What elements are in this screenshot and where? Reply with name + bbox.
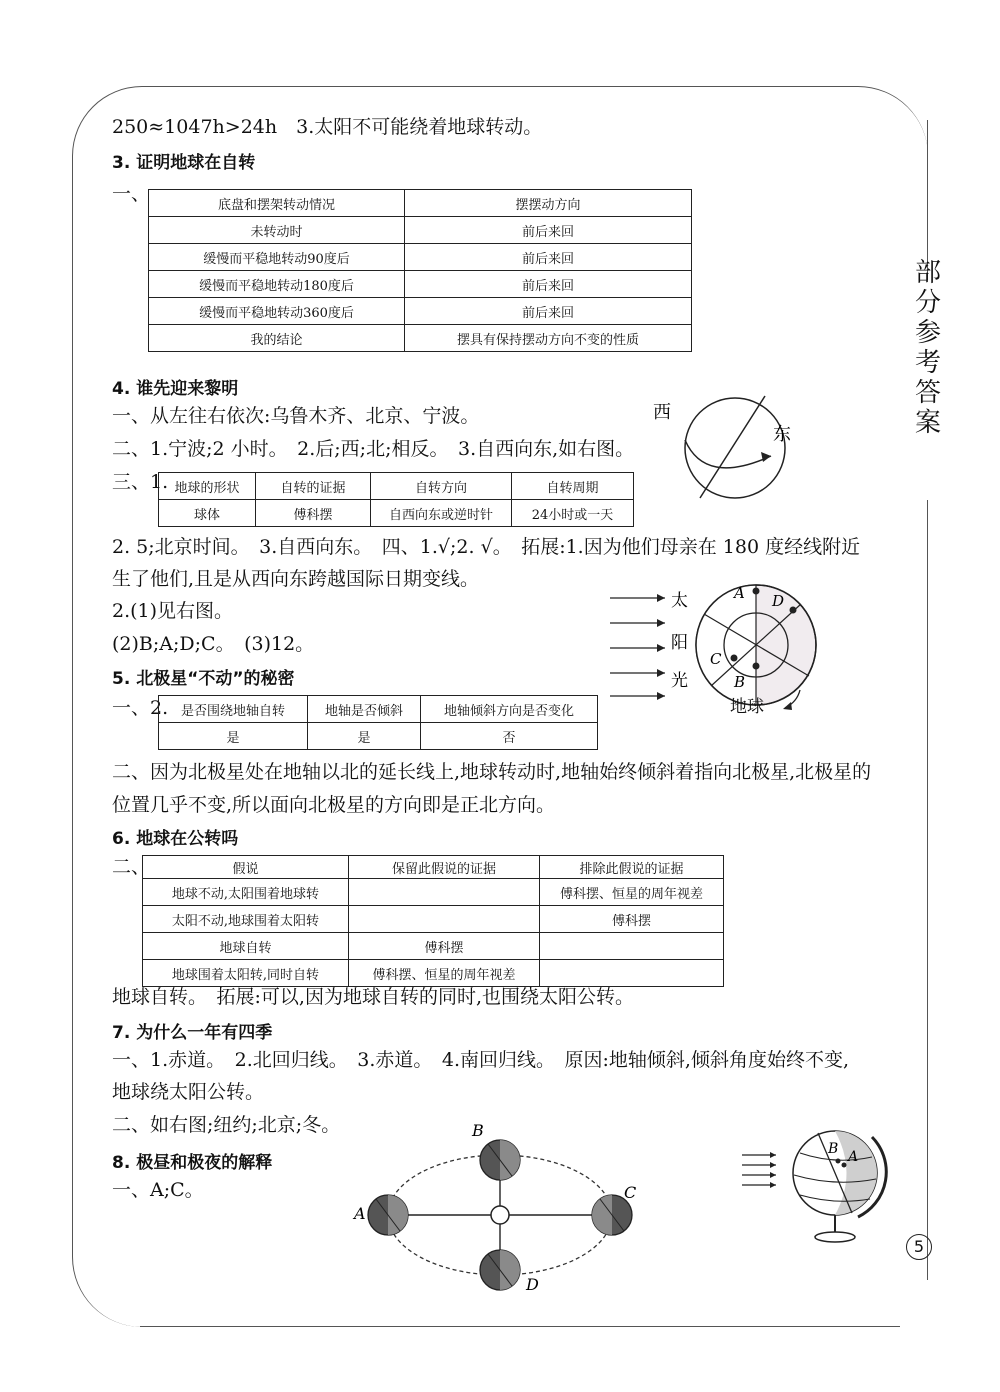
table-header: 自转的证据 xyxy=(256,473,371,500)
sun-ray-head xyxy=(657,669,665,677)
table-cell: 自西向东或逆时针 xyxy=(371,500,512,527)
section-3-title: 3. 证明地球在自转 xyxy=(112,153,256,173)
section-4-line-1: 一、从左往右依次:乌鲁木齐、北京、宁波。 xyxy=(112,405,480,427)
globe-point-a xyxy=(842,1163,847,1168)
section-6-prefix: 二、 xyxy=(112,856,151,878)
globe-point-b xyxy=(836,1159,841,1164)
section-8-line-1: 一、A;C。 xyxy=(112,1179,204,1201)
table-header: 是否围绕地轴自转 xyxy=(159,696,308,723)
section-3-prefix: 一、 xyxy=(112,183,151,205)
orbit-label-b: B xyxy=(472,1121,484,1140)
light-arrow-head xyxy=(770,1182,776,1188)
section-4-line-4: 2. 5;北京时间。 3.自西向东。 四、1.√;2. √。 拓展:1.因为他们母亲在 180 度经线附近 xyxy=(112,536,861,558)
globe-stand-diagram xyxy=(740,1125,900,1250)
table-cell: 地球自转 xyxy=(143,933,349,960)
earth-label: 地球 xyxy=(730,697,764,717)
table-header: 假说 xyxy=(143,856,349,879)
table-cell xyxy=(349,879,540,906)
sun-char: 阳 xyxy=(671,633,688,653)
table-header: 底盘和摆架转动情况 xyxy=(149,190,405,217)
section-7-line-2: 地球绕太阳公转。 xyxy=(112,1081,265,1103)
side-label: 部分参考答案 xyxy=(914,258,941,438)
table-header: 地球的形状 xyxy=(159,473,256,500)
polaris-table xyxy=(158,695,598,750)
table-header: 自转方向 xyxy=(371,473,512,500)
rotation-arrow-head xyxy=(761,452,771,462)
section-6-line-1: 地球自转。 拓展:可以,因为地球自转的同时,也围绕太阳公转。 xyxy=(112,986,634,1008)
table-header: 自转周期 xyxy=(512,473,634,500)
table-cell: 是 xyxy=(308,723,421,750)
table-cell: 太阳不动,地球围着太阳转 xyxy=(143,906,349,933)
section-5-line-2: 位置几乎不变,所以面向北极星的方向即是正北方向。 xyxy=(112,794,556,816)
sun-ray-head xyxy=(657,619,665,627)
sun-ray-head xyxy=(657,594,665,602)
side-divider xyxy=(927,120,928,280)
table-header: 摆摆动方向 xyxy=(405,190,692,217)
table-cell: 球体 xyxy=(159,500,256,527)
rotation-arrow-head xyxy=(783,702,792,710)
hypothesis-table xyxy=(142,855,724,987)
table-cell: 缓慢而平稳地转动360度后 xyxy=(149,298,405,325)
sun-icon xyxy=(491,1206,509,1224)
table-cell xyxy=(540,960,724,987)
point-a xyxy=(753,588,760,595)
sun-char: 光 xyxy=(671,671,688,691)
table-header: 地轴是否倾斜 xyxy=(308,696,421,723)
table-cell xyxy=(540,933,724,960)
table-cell: 傅科摆、恒星的周年视差 xyxy=(349,960,540,987)
table-cell: 否 xyxy=(421,723,598,750)
earth-b xyxy=(480,1140,520,1180)
earth-d xyxy=(480,1250,520,1290)
page-frame-bottom xyxy=(140,1326,900,1327)
table-cell: 傅科摆、恒星的周年视差 xyxy=(540,879,724,906)
table-cell: 傅科摆 xyxy=(540,906,724,933)
section-5-title: 5. 北极星“不动”的秘密 xyxy=(112,669,295,689)
section-4-line-5: 生了他们,且是从西向东跨越国际日期变线。 xyxy=(112,568,480,590)
table-cell: 傅科摆 xyxy=(349,933,540,960)
light-arrow-head xyxy=(770,1172,776,1178)
section-7-line-1: 一、1.赤道。 2.北回归线。 3.赤道。 4.南回归线。 原因:地轴倾斜,倾斜角度始终不变, xyxy=(112,1049,849,1071)
point-c-label: C xyxy=(710,650,722,668)
globe-base xyxy=(815,1232,855,1242)
orbit-label-d: D xyxy=(526,1275,539,1294)
point-d xyxy=(790,607,797,614)
section-7-title: 7. 为什么一年有四季 xyxy=(112,1023,273,1043)
orbit-diagram xyxy=(350,1120,650,1300)
section-5-line-1: 二、因为北极星处在地轴以北的延长线上,地球转动时,地轴始终倾斜着指向北极星,北极星的 xyxy=(112,761,872,783)
sun-char: 太 xyxy=(671,591,688,611)
table-cell: 24小时或一天 xyxy=(512,500,634,527)
table-cell: 地球不动,太阳围着地球转 xyxy=(143,879,349,906)
table-cell: 缓慢而平稳地转动90度后 xyxy=(149,244,405,271)
answer-line-1: 250≈1047h>24h 3.太阳不可能绕着地球转动。 xyxy=(112,116,543,138)
table-cell: 摆具有保持摆动方向不变的性质 xyxy=(405,325,692,352)
table-cell: 前后来回 xyxy=(405,217,692,244)
section-4-line-7: (2)B;A;D;C。 (3)12。 xyxy=(112,633,315,655)
table-cell: 傅科摆 xyxy=(256,500,371,527)
table-header: 排除此假说的证据 xyxy=(540,856,724,879)
east-label: 东 xyxy=(773,424,791,445)
table-cell: 地球围着太阳转,同时自转 xyxy=(143,960,349,987)
table-cell: 前后来回 xyxy=(405,271,692,298)
section-4-line-3-prefix: 三、1. xyxy=(112,471,169,493)
orbit-label-a: A xyxy=(354,1204,366,1223)
table-cell xyxy=(349,906,540,933)
section-6-title: 6. 地球在公转吗 xyxy=(112,829,239,849)
section-4-line-6: 2.(1)见右图。 xyxy=(112,600,234,622)
section-4-title: 4. 谁先迎来黎明 xyxy=(112,379,239,399)
earth-a xyxy=(368,1195,408,1235)
table-cell: 是 xyxy=(159,723,308,750)
globe-label-b: B xyxy=(828,1141,839,1157)
table-header: 地轴倾斜方向是否变化 xyxy=(421,696,598,723)
table-cell: 前后来回 xyxy=(405,298,692,325)
globe-axis xyxy=(700,396,765,498)
orbit-label-c: C xyxy=(624,1183,637,1202)
table-header: 保留此假说的证据 xyxy=(349,856,540,879)
sunlight-earth-diagram xyxy=(605,578,830,718)
west-label: 西 xyxy=(653,402,671,423)
sun-ray-head xyxy=(657,644,665,652)
table-cell: 我的结论 xyxy=(149,325,405,352)
point-c xyxy=(731,655,738,662)
globe-outline xyxy=(685,398,785,498)
section-7-line-3: 二、如右图;纽约;北京;冬。 xyxy=(112,1114,341,1136)
rotation-globe-diagram xyxy=(645,388,795,513)
side-divider-lower xyxy=(927,500,928,1280)
light-arrow-head xyxy=(770,1152,776,1158)
section-4-line-2: 二、1.宁波;2 小时。 2.后;西;北;相反。 3.自西向东,如右图。 xyxy=(112,438,635,460)
point-b xyxy=(753,663,760,670)
point-b-label: B xyxy=(734,673,746,691)
day-side xyxy=(696,585,756,705)
section-8-title: 8. 极昼和极夜的解释 xyxy=(112,1153,273,1173)
rotation-table xyxy=(158,472,634,527)
light-arrow-head xyxy=(770,1162,776,1168)
point-a-label: A xyxy=(734,584,745,602)
pendulum-table xyxy=(148,189,692,352)
sun-ray-head xyxy=(657,692,665,700)
table-cell: 前后来回 xyxy=(405,244,692,271)
page-number: 5 xyxy=(906,1234,932,1260)
point-d-label: D xyxy=(772,592,785,610)
section-5-prefix: 一、2. xyxy=(112,697,169,719)
table-cell: 缓慢而平稳地转动180度后 xyxy=(149,271,405,298)
globe-label-a: A xyxy=(848,1149,859,1165)
table-cell: 未转动时 xyxy=(149,217,405,244)
